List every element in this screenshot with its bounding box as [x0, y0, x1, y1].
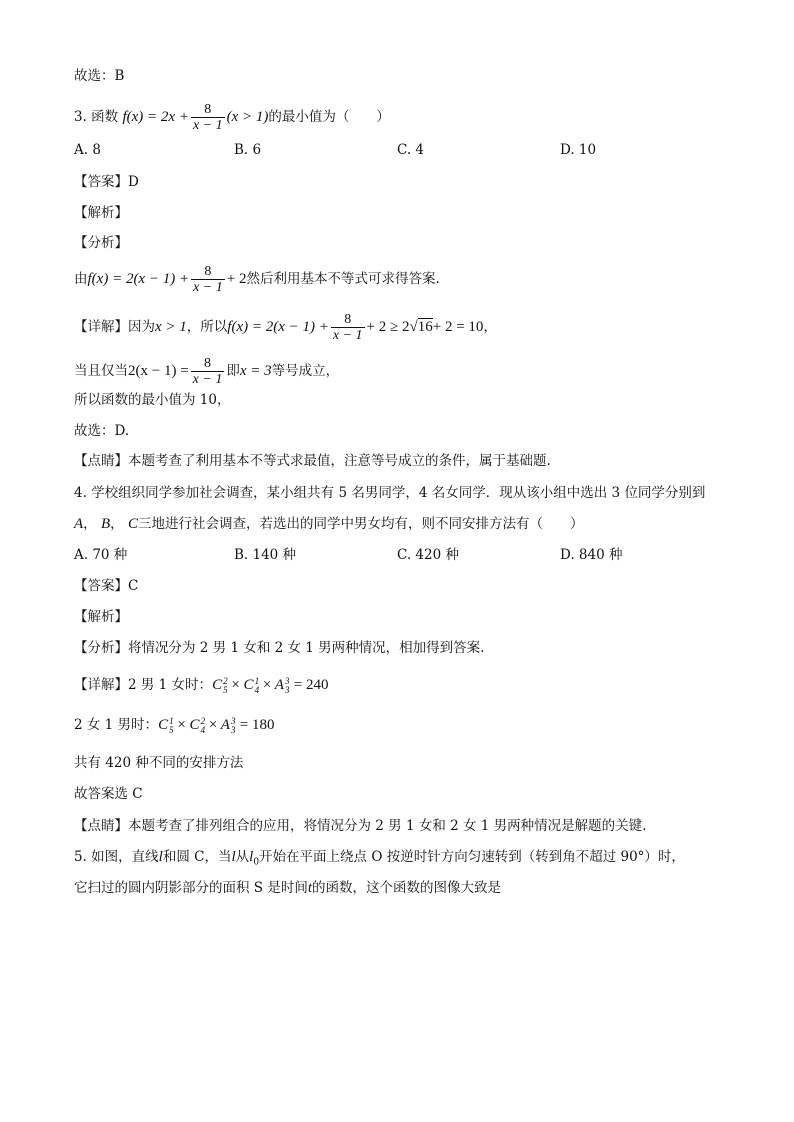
q5-line1-d: 开始在平面上绕点 O 按逆时针方向匀速转到（转到角不超过 90°）时，: [259, 849, 685, 865]
q3-fenxi-post: 然后利用基本不等式可求得答案.: [246, 271, 440, 287]
q4-comment: 【点睛】本题考查了排列组合的应用，将情况分为 2 男 1 女和 2 女 1 男两种情况是解题的关键.: [74, 818, 647, 834]
q4-choice: 故答案选 C: [74, 786, 143, 802]
q4-analysis: 【解析】: [74, 609, 128, 625]
q5-l0: l: [249, 849, 254, 865]
q5-l0-sub: 0: [253, 857, 260, 868]
q3-equality: [74, 356, 339, 387]
q3-detail-cond: x > 1: [155, 319, 187, 335]
q3-option-a: A. 8: [74, 142, 101, 158]
q3-stem: [74, 102, 390, 133]
q3-frac: [191, 102, 225, 133]
q5-line2: [74, 878, 501, 898]
q3-answer: 【答案】D: [74, 174, 139, 190]
q4-total: 共有 420 种不同的安排方法: [74, 755, 244, 771]
q3-fenxi: [74, 264, 440, 295]
q4-option-d: D. 840 种: [560, 547, 623, 563]
q3-fenxi-label: 【分析】: [74, 235, 128, 251]
q3-detail-expr: f(x) = 2(x − 1) +: [227, 319, 329, 335]
q3-detail-sqrt: 16: [417, 319, 433, 335]
q3-frac-num: 8: [191, 102, 225, 118]
q5-line2-a: 它扫过的圆内阴影部分的面积 S 是时间: [74, 880, 308, 896]
q3-detail-frac-num: 8: [331, 312, 365, 328]
q5-t: t: [307, 880, 313, 896]
prev-choice: 故选：B: [74, 68, 125, 84]
q3-option-d: D. 10: [560, 142, 597, 158]
q4-detail2-expr: C 1 5 × C 2 4 × A 3 3: [158, 715, 236, 735]
q3-number: 3. 函数: [74, 109, 119, 125]
q3-eq-frac: [191, 356, 225, 387]
q4-point-c: C: [127, 516, 138, 532]
q3-eq-frac-num: 8: [191, 356, 225, 372]
q5-l-2: l: [231, 849, 236, 865]
q4-line2-text: 三地进行社会调查，若选出的同学中男女均有，则不同安排方法有（ ）: [137, 516, 584, 532]
q3-detail: 【详解】因为x > 1，所以f(x) = 2(x − 1) + $\frac{8}{x - 1}$ + 2 ≥ 2√16+ 2 = 10，: [74, 312, 497, 343]
q3-fenxi-frac: [191, 264, 225, 295]
q3-detail-comma: ，: [483, 319, 497, 335]
q4-detail2-result: = 180: [239, 717, 275, 733]
q4-point-a: A: [74, 516, 84, 532]
q3-fenxi-pre: 由: [74, 271, 88, 287]
q3-eq-x: x = 3: [239, 363, 272, 379]
q5-line1: [74, 847, 685, 873]
q3-fenxi-expr: f(x) = 2(x − 1) +: [87, 271, 190, 287]
q4-detail1-label: 【详解】2 男 1 女时：: [74, 677, 213, 693]
q4-detail1-result: = 240: [293, 677, 329, 693]
q3-eq-expr: 2(x − 1) =: [128, 363, 189, 379]
q3-option-c: C. 4: [397, 142, 425, 158]
q4-detail2-label: 2 女 1 男时：: [74, 717, 159, 733]
q3-detail-mid: ，所以: [186, 319, 228, 335]
q3-comment: 【点睛】本题考查了利用基本不等式求最值，注意等号成立的条件，属于基础题.: [74, 453, 551, 469]
q4-detail-1: [74, 675, 328, 695]
q4-fenxi: 【分析】将情况分为 2 男 1 女和 2 女 1 男两种情况，相加得到答案.: [74, 640, 485, 656]
q3-detail-frac: [331, 312, 365, 343]
q3-detail-label: 【详解】因为: [74, 319, 155, 335]
q3-option-b: B. 6: [234, 142, 262, 158]
q3-detail-frac-den: x − 1: [332, 328, 363, 343]
q4-line2: A， B， C三地进行社会调查，若选出的同学中男女均有，则不同安排方法有（ ）: [74, 516, 584, 532]
q5-l: l: [158, 849, 163, 865]
q3-func-lhs: f(x) = 2x +: [122, 109, 189, 125]
q5-line1-a: 5. 如图，直线: [74, 849, 159, 865]
q4-detail-2: [74, 715, 274, 735]
q5-line2-b: 的函数，这个函数的图像大致是: [312, 880, 502, 896]
q4-option-b: B. 140 种: [234, 547, 297, 563]
q3-fenxi-frac-den: x − 1: [193, 280, 223, 295]
q3-frac-den: x − 1: [192, 118, 223, 133]
q3-tail: 的最小值为（ ）: [268, 109, 390, 125]
q4-detail1-expr: C 2 5 × C 1 4 × A 3 3: [212, 675, 290, 695]
q4-line1: 4. 学校组织同学参加社会调查，某小组共有 5 名男同学，4 名女同学．现从该小组中选出 3 位同学分别到: [74, 485, 706, 501]
q3-choice: 故选：D.: [74, 423, 130, 439]
q3-analysis: 【解析】: [74, 205, 128, 221]
q3-fenxi-frac-num: 8: [191, 264, 225, 280]
q5-line1-c: 从: [235, 849, 250, 865]
q4-option-c: C. 420 种: [397, 547, 459, 563]
q4-option-a: A. 70 种: [74, 547, 128, 563]
q3-detail-end: + 2 = 10: [432, 319, 484, 335]
q3-eq-mid: 即: [226, 363, 240, 379]
q3-eq-pre: 当且仅当: [74, 363, 128, 379]
q3-detail-tail: + 2 ≥ 2: [366, 319, 410, 335]
q5-line1-b: 和圆 C，当: [162, 849, 232, 865]
q3-cond: (x > 1): [226, 109, 269, 125]
q4-point-b: B: [100, 516, 111, 532]
q4-answer: 【答案】C: [74, 578, 139, 594]
q3-min-line: 所以函数的最小值为 10，: [74, 392, 231, 408]
q3-fenxi-plus: + 2: [226, 271, 247, 287]
q3-eq-post: 等号成立，: [271, 363, 340, 379]
q3-eq-frac-den: x − 1: [192, 372, 223, 387]
